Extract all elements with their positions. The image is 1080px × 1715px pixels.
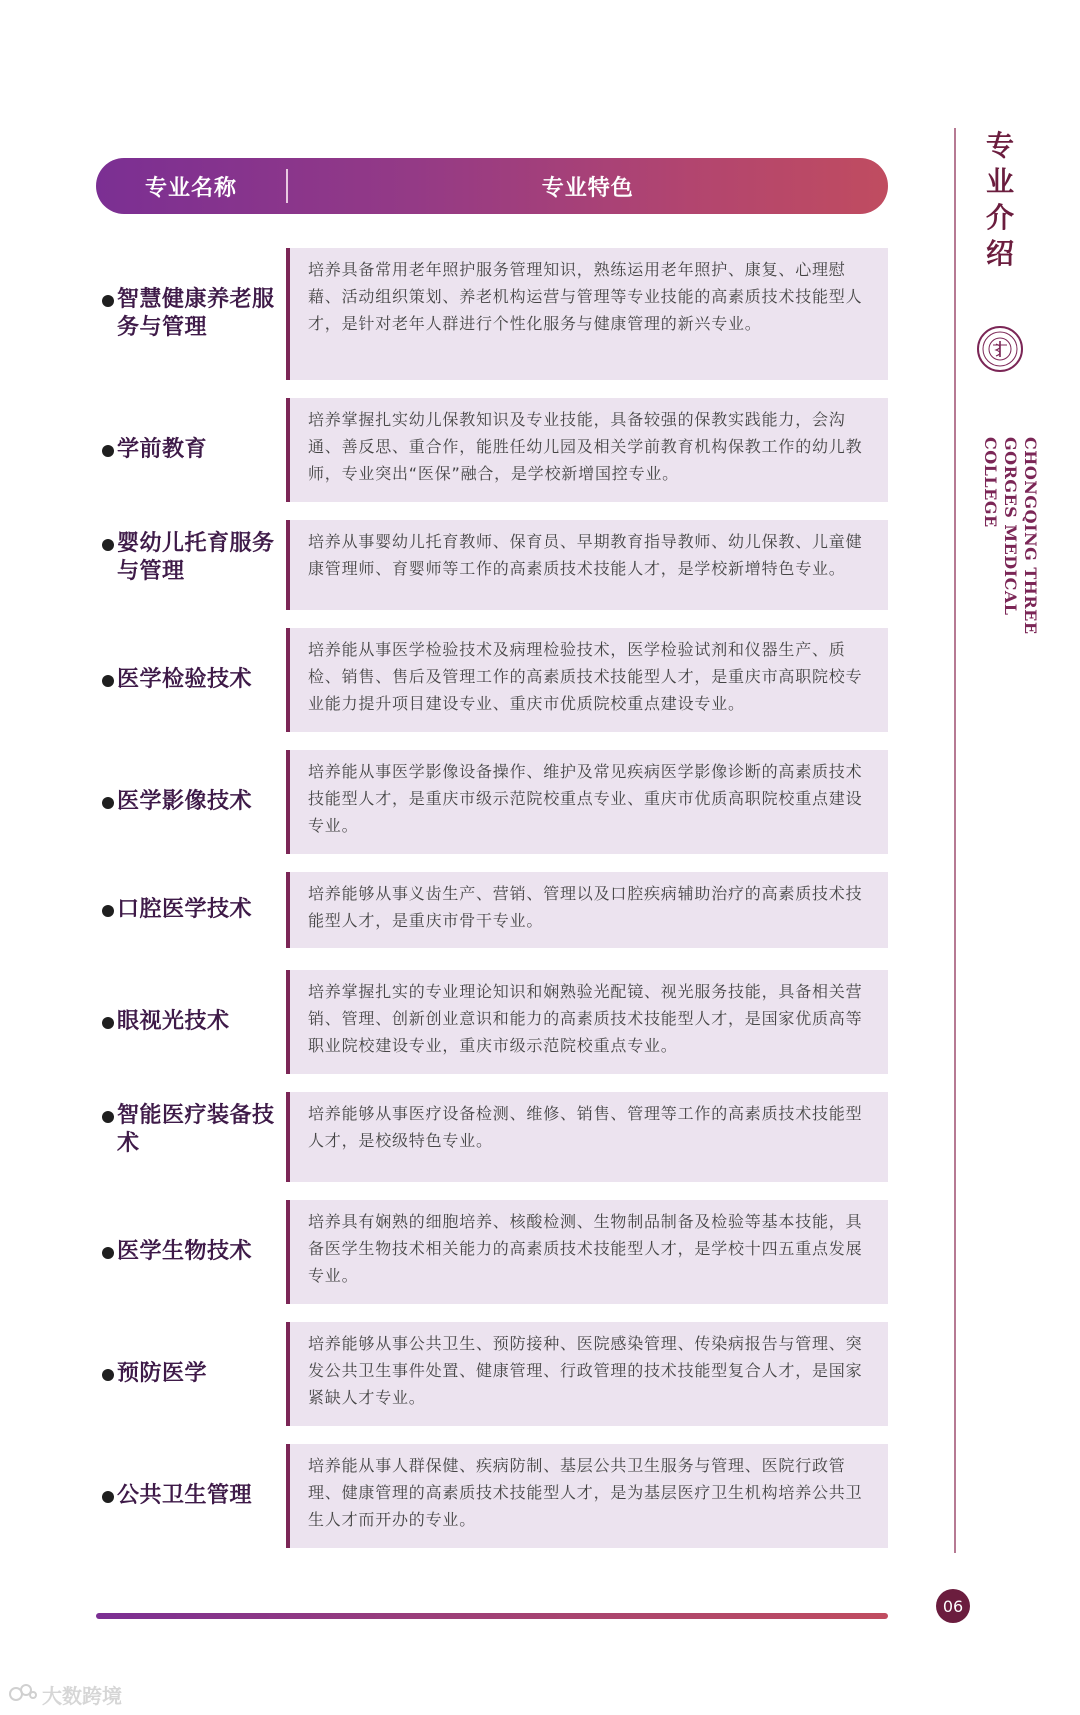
major-name-cell	[102, 1482, 280, 1510]
bullet-icon	[102, 295, 114, 307]
major-name-cell	[102, 286, 280, 342]
major-desc-box	[286, 398, 888, 502]
major-name: 智能医疗装备技术	[117, 1103, 275, 1156]
major-desc-box	[286, 1092, 888, 1182]
major-name: 医学检验技术	[117, 667, 253, 692]
table-row	[96, 1444, 888, 1548]
major-desc: 培养能够从事公共卫生、预防接种、医院感染管理、传染病报告与管理、突发公共卫生事件处置、健康管理、行政管理的技术技能型复合人才，是国家紧缺人才专业。	[308, 1334, 863, 1407]
major-desc: 培养从事婴幼儿托育教师、保育员、早期教育指导教师、幼儿保教、儿童健康管理师、育婴师等工作的高素质技术技能人才，是学校新增特色专业。	[308, 532, 863, 578]
table-header-bar	[96, 158, 888, 214]
major-name-cell	[102, 1238, 280, 1266]
major-desc: 培养掌握扎实幼儿保教知识及专业技能，具备较强的保教实践能力，会沟通、善反思、重合作，能胜任幼儿园及相关学前教育机构保教工作的幼儿教师，专业突出“医保”融合，是学校新增国控专业。	[308, 410, 863, 483]
bottom-divider	[96, 1613, 888, 1619]
header-major-name: 专业名称	[144, 175, 237, 201]
side-english-name-wrap	[980, 437, 1040, 707]
major-name: 医学影像技术	[117, 789, 253, 814]
table-row	[96, 520, 888, 610]
header-major-feature: 专业特色	[541, 175, 634, 201]
major-desc: 培养能够从事义齿生产、营销、管理以及口腔疾病辅助治疗的高素质技术技能型人才，是重庆市骨干专业。	[308, 884, 863, 930]
major-name: 口腔医学技术	[117, 897, 253, 922]
watermark	[8, 1680, 122, 1709]
college-logo-icon	[977, 326, 1023, 372]
major-name-cell	[102, 666, 280, 694]
major-desc-box	[286, 970, 888, 1074]
bullet-icon	[102, 797, 114, 809]
major-desc-box	[286, 248, 888, 380]
major-name-cell	[102, 788, 280, 816]
major-name-cell	[102, 896, 280, 924]
table-row	[96, 970, 888, 1074]
major-desc: 培养能从事医学检验技术及病理检验技术，医学检验试剂和仪器生产、质检、销售、售后及管理工作的高素质技术技能型人才，是重庆市高职院校专业能力提升项目建设专业、重庆市优质院校重点建设专业。	[308, 640, 863, 713]
major-desc-box	[286, 1322, 888, 1426]
table-row	[96, 628, 888, 732]
major-name-cell	[102, 1360, 280, 1388]
table-row	[96, 1200, 888, 1304]
watermark-logo-icon	[8, 1681, 38, 1708]
major-name: 预防医学	[117, 1361, 208, 1386]
watermark-text: 大数跨境	[42, 1684, 122, 1708]
side-vertical-line	[954, 128, 956, 1553]
side-english-name: CHONGQING THREE GORGES MEDICAL COLLEGE	[981, 437, 1040, 635]
major-desc: 培养掌握扎实的专业理论知识和娴熟验光配镜、视光服务技能，具备相关营销、管理、创新创业意识和能力的高素质技术技能型人才，是国家优质高等职业院校建设专业，重庆市级示范院校重点专业。	[308, 982, 863, 1055]
major-name-cell	[102, 1008, 280, 1036]
bullet-icon	[102, 905, 114, 917]
table-row	[96, 750, 888, 854]
major-desc: 培养能够从事医疗设备检测、维修、销售、管理等工作的高素质技术技能型人才，是校级特色专业。	[308, 1104, 863, 1150]
table-row	[96, 1092, 888, 1182]
major-desc-box	[286, 872, 888, 948]
major-desc: 培养具有娴熟的细胞培养、核酸检测、生物制品制备及检验等基本技能，具备医学生物技术相关能力的高素质技术技能型人才，是学校十四五重点发展专业。	[308, 1212, 863, 1285]
bullet-icon	[102, 1111, 114, 1123]
major-name-cell	[102, 530, 280, 586]
major-desc-box	[286, 750, 888, 854]
bullet-icon	[102, 445, 114, 457]
major-desc: 培养具备常用老年照护服务管理知识，熟练运用老年照护、康复、心理慰藉、活动组织策划、养老机构运营与管理等专业技能的高素质技术技能型人才，是针对老年人群进行个性化服务与健康管理的新兴专业。	[308, 260, 863, 333]
major-name: 眼视光技术	[117, 1009, 230, 1034]
bullet-icon	[102, 1247, 114, 1259]
major-name: 智慧健康养老服务与管理	[117, 287, 275, 340]
major-desc-box	[286, 520, 888, 610]
major-desc-box	[286, 1444, 888, 1548]
major-desc-box	[286, 628, 888, 732]
major-desc: 培养能从事人群保健、疾病防制、基层公共卫生服务与管理、医院行政管理、健康管理的高素质技术技能型人才，是为基层医疗卫生机构培养公共卫生人才而开办的专业。	[308, 1456, 863, 1529]
page-number: 06	[936, 1589, 970, 1623]
major-name-cell	[102, 436, 280, 464]
major-name: 婴幼儿托育服务与管理	[117, 531, 275, 584]
bullet-icon	[102, 675, 114, 687]
bullet-icon	[102, 1017, 114, 1029]
major-name: 学前教育	[117, 437, 208, 462]
bullet-icon	[102, 539, 114, 551]
major-desc: 培养能从事医学影像设备操作、维护及常见疾病医学影像诊断的高素质技术技能型人才，是重庆市级示范院校重点专业、重庆市优质高职院校重点建设专业。	[308, 762, 863, 835]
side-section-title: 专业介绍	[985, 129, 1014, 270]
major-name-cell	[102, 1102, 280, 1158]
bullet-icon	[102, 1369, 114, 1381]
table-row	[96, 398, 888, 502]
major-name: 医学生物技术	[117, 1239, 253, 1264]
table-row	[96, 1322, 888, 1426]
table-row	[96, 872, 888, 948]
major-desc-box	[286, 1200, 888, 1304]
bullet-icon	[102, 1491, 114, 1503]
table-row	[96, 248, 888, 380]
major-name: 公共卫生管理	[117, 1483, 253, 1508]
